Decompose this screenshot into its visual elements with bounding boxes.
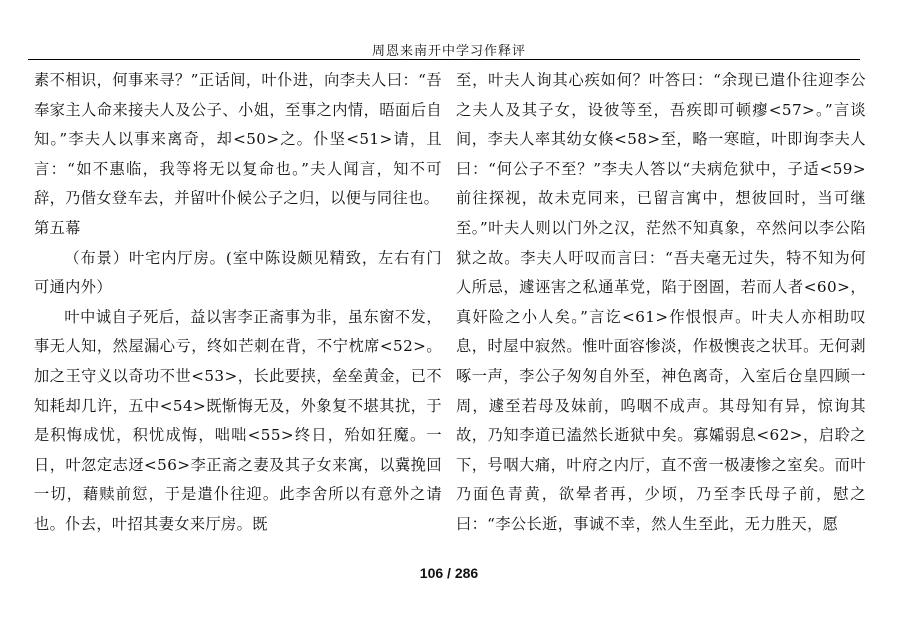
running-header: 周恩来南开中学习作释评 [371, 44, 526, 59]
right-text-column [456, 66, 866, 540]
paragraph: 至，叶夫人询其心疾如何？叶答曰：“余现已遣仆往迎李公之夫人及其子女，设彼等至，吾疾即可顿瘳<57>。”言谈间，李夫人率其幼女倏<58>至，略一寒暄，叶即询李夫人曰：“何公子不至？”李夫人答以“夫病危狱中，子适<59>前往探视，故未克同来，已留言寓中，想彼回时，当可继至。”叶夫人则以门外之汉，茫然不知真象，卒然问以李公陷狱之故。李夫人吁叹而言曰：“吾夫毫无过失，特不知为何人所忌，遽诬害之私通革党，陷于囹圄，若而人者<60>，真奸险之小人矣。”言讫<61>作恨恨声。叶夫人亦相助叹息，时屋中寂然。惟叶面容惨淡，作极懊丧之状耳。无何剥啄一声，李公子匆匆自外至，神色离奇，入室后仓皇四顾一周，遽至若母及妹前，呜咽不成声。其母知有异，惊询其故，乃知李道已溘然长逝狱中矣。寡孀弱息<62>，启聆之下，号咽大痛，叶府之内厅，直不啻一极凄惨之室矣。而叶乃面色青黄，欲晕者再，少顷，乃至李氏母子前，慰之曰：“李公长逝，事诚不幸，然人生至此，无力胜天，愿 [456, 71, 866, 533]
page-number: 106 / 286 [419, 565, 479, 581]
act-heading: 第五幕 [34, 218, 81, 237]
paragraph: 素不相识，何事来寻？”正话间，叶仆进，向李夫人曰：“吾奉家主人命来接夫人及公子、小姐，至事之内情，晤面后自知。”李夫人以事来离奇，却<50>之。仆坚<51>请，且言：“如不惠临，我等将无以复命也。”夫人闻言，知不可辞，乃偕女登车去，并留叶仆候公子之归，以便与同往也。 [34, 71, 442, 208]
left-text-column [34, 66, 442, 540]
header-rule [28, 59, 860, 60]
stage-setting: （布景）叶宅内厅房。(室中陈设颇见精致，左右有门可通内外） [34, 248, 442, 297]
paragraph: 叶中诚自子死后，益以害李正斋事为非，虽东窗不发，事无人知，然屋漏心亏，终如芒刺在背，不宁枕席<52>。加之王守义以奇功不世<53>，长此要挟，垒垒黄金，已不知耗却几许，五中<54>既惭悔无及，外象复不堪其扰，于是积悔成忧，积忧成悔，咄咄<55>终日，殆如狂魔。一日，叶忽定志迓<56>李正斋之妻及其子女来寓，以冀挽回一切，藉赎前愆，于是遣仆往迎。此李舍所以有意外之请也。仆去，叶招其妻女来厅房。既 [34, 307, 442, 533]
